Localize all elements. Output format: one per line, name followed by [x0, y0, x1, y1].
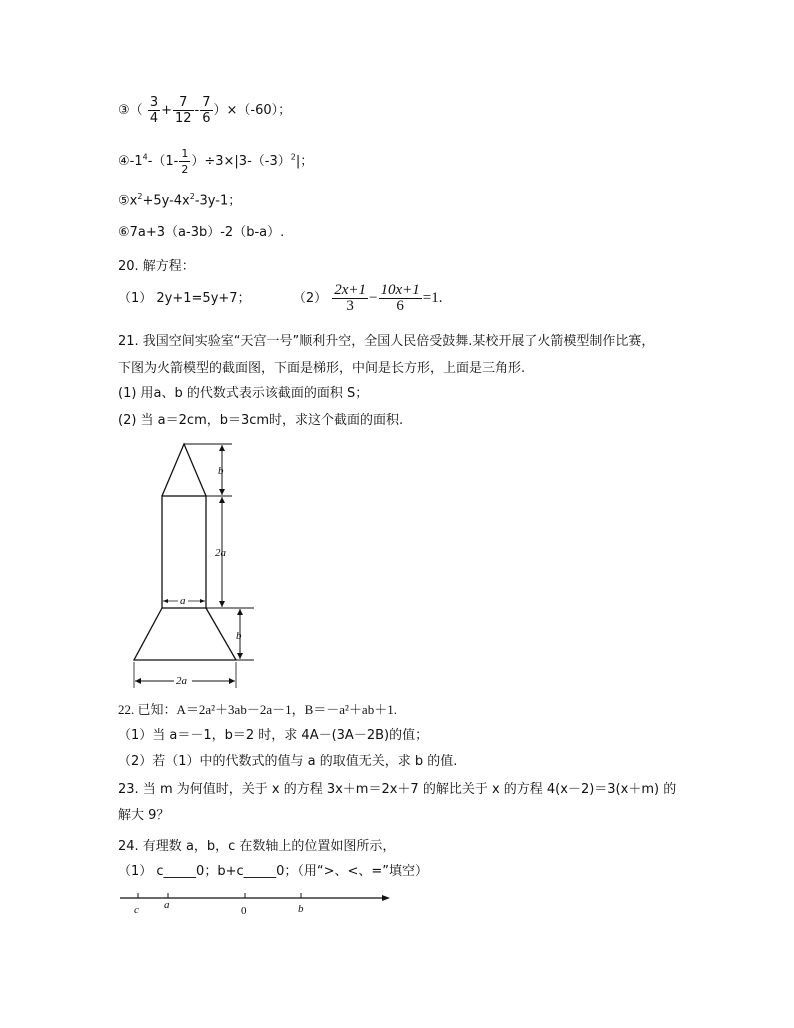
question-21-sub-2: (2) 当 a＝2cm，b＝3cm时，求这个截面的面积. [118, 413, 404, 428]
axis-label-c: c [134, 904, 139, 916]
question-22-line-1: 22. 已知：A＝2a²＋3ab－2a－1，B＝－a²＋ab＋1. [118, 702, 397, 717]
question-21-line-2: 下图为火箭模型的截面图，下面是梯形，中间是长方形，上面是三角形. [118, 361, 526, 376]
label-b-bottom: b [236, 630, 242, 642]
question-23-line-2: 解大 9？ [118, 808, 170, 823]
rocket-cross-section-figure [118, 436, 278, 692]
label-a-mid: a [180, 595, 186, 607]
label-2a-bottom: 2a [176, 675, 187, 687]
equation-2: $\frac{2x+1}{3}$ − $\frac{10x+1}{6}$ =1. [334, 282, 443, 314]
axis-label-a: a [164, 899, 170, 911]
question-21-line-1: 21. 我国空间实验室“天宫一号”顺利升空，全国人民倍受鼓舞.某校开展了火箭模型制作比赛， [118, 334, 655, 349]
problem-19-item-6: ⑥7a+3（a-3b）-2（b-a）. [118, 225, 285, 240]
problem-19-item-4: $④-1^4-(1-$ $\frac{1}{2}$ ）$\div 3\times|3-(-3)^2|$； [118, 147, 314, 176]
question-20-equations: （1） 2y+1=5y+7； （2） $\frac{2x+1}{3}$ − $\frac{10x+1}{6}$ =1. [118, 282, 443, 314]
problem-19-item-3: ③（ $\frac{3}{4}$ + $\frac{7}{12}$ - $\frac{7}{6}$ ）×（-60）； [118, 95, 292, 126]
question-21-sub-1: (1) 用a、b 的代数式表示该截面的面积 S； [118, 386, 369, 401]
fraction: $\frac{3}{4}$ [149, 95, 159, 126]
axis-label-zero: 0 [241, 905, 247, 917]
question-24-line-1: 24. 有理数 a，b，c 在数轴上的位置如图所示， [118, 839, 396, 854]
number-line-figure [118, 888, 394, 920]
trapezoid-shape [134, 608, 236, 660]
fraction: $\frac{1}{2}$ [181, 147, 189, 176]
fraction: $\frac{7}{12}$ [175, 95, 192, 126]
question-23-line-1: 23. 当 m 为何值时，关于 x 的方程 3x＋m＝2x＋7 的解比关于 x 的方程 4(x－2)＝3(x＋m) 的 [118, 782, 677, 797]
rectangle-shape [162, 496, 206, 608]
question-22-sub-2: （2）若（1）中的代数式的值与 a 的取值无关，求 b 的值. [118, 754, 458, 769]
axis-label-b: b [298, 903, 304, 915]
question-24-line-2: （1） c_____0；b+c_____0；（用“>、<、=”填空） [118, 864, 429, 879]
arrow-icon [382, 895, 390, 901]
label-b-top: b [218, 465, 224, 477]
question-22-sub-1: （1）当 a＝－1，b＝2 时，求 4A－(3A－2B)的值； [118, 728, 429, 743]
label-2a-mid: 2a [215, 547, 226, 559]
problem-19-item-5: $⑤x^2+5y-4x^2-3y-1$； [118, 192, 242, 209]
equation-1: （1） 2y+1=5y+7； [118, 290, 251, 306]
triangle-shape [162, 444, 206, 496]
fraction: $\frac{7}{6}$ [202, 95, 211, 126]
question-20-title: 20. 解方程： [118, 259, 195, 274]
